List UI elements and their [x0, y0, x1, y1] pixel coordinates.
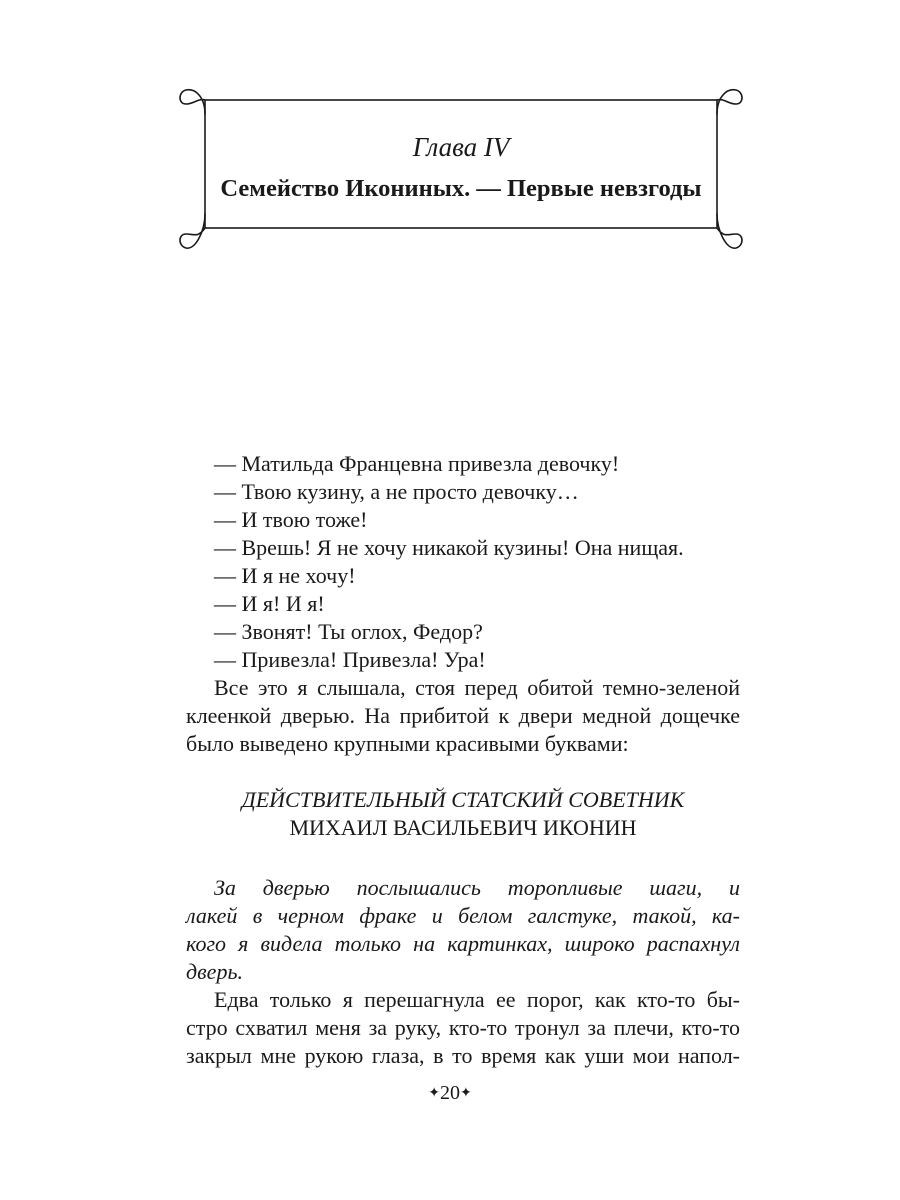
page-footer: [0, 1080, 900, 1109]
paragraph-lackey: [186, 874, 740, 986]
dialogue-block: [186, 450, 740, 674]
dialogue-line: — Звонят! Ты оглох, Федор?: [214, 619, 483, 644]
plate-line-title: ДЕЙСТВИТЕЛЬНЫЙ СТАТСКИЙ СОВЕТНИК: [241, 787, 685, 812]
chapter-number: Глава IV: [412, 132, 510, 162]
dialogue-line: — Врешь! Я не хочу никакой кузины! Она нищая.: [214, 535, 684, 560]
text-line: Едва только я перешагнула ее порог, как кто-то бы-: [214, 987, 740, 1012]
paragraph-door: [186, 674, 740, 758]
text-line: закрыл мне рукою глаза, в то время как уши мои напол-: [186, 1043, 740, 1068]
dialogue-line: — И я! И я!: [214, 591, 325, 616]
dialogue-line: — Твою кузину, а не просто девочку…: [214, 479, 579, 504]
text-line: было выведено крупными красивыми буквами:: [186, 731, 629, 756]
text-line: дверь.: [186, 959, 243, 984]
dialogue-line: — И я не хочу!: [214, 563, 356, 588]
chapter-heading: [205, 100, 717, 228]
text-line: клеенкой дверью. На прибитой к двери медной дощечке: [186, 703, 740, 728]
paragraph-threshold: [186, 986, 740, 1070]
text-line: За дверью послышались торопливые шаги, и: [214, 875, 740, 900]
text-line: Все это я слышала, стоя перед обитой темно-зеленой: [214, 675, 740, 700]
door-plate-inscription: [186, 786, 740, 844]
dialogue-line: — Привезла! Привезла! Ура!: [214, 647, 486, 672]
dialogue-line: — Матильда Францевна привезла девочку!: [214, 451, 620, 476]
page-number: 20: [440, 1082, 460, 1104]
dialogue-line: — И твою тоже!: [214, 507, 368, 532]
chapter-title: Семейство Икониных. — Первые невзгоды: [220, 175, 702, 202]
text-line: стро схватил меня за руку, кто-то тронул за плечи, кто-то: [186, 1015, 740, 1040]
ornament-right-icon: ✦: [460, 1086, 472, 1101]
ornament-left-icon: ✦: [428, 1086, 440, 1101]
text-line: кого я видела только на картинках, широко распахнул: [186, 931, 740, 956]
plate-line-name: МИХАИЛ ВАСИЛЬЕВИЧ ИКОНИН: [289, 815, 637, 840]
text-line: лакей в черном фраке и белом галстуке, такой, ка-: [186, 903, 740, 928]
